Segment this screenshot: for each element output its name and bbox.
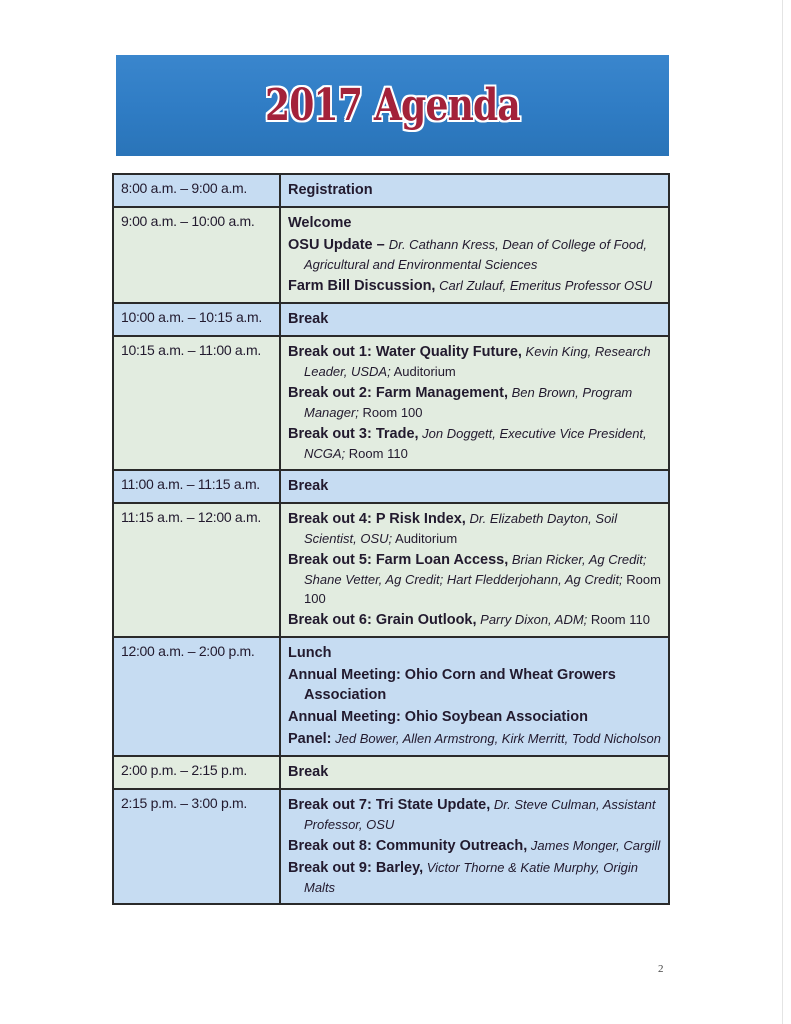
agenda-entry: [288, 309, 662, 329]
agenda-time: 10:00 a.m. – 10:15 a.m.: [113, 303, 280, 336]
agenda-items: [280, 756, 669, 789]
agenda-row: [113, 503, 669, 637]
agenda-row: [113, 303, 669, 336]
entry-detail: Carl Zulauf, Emeritus Professor OSU: [435, 278, 653, 293]
agenda-row: [113, 207, 669, 303]
entry-detail: James Monger, Cargill: [527, 838, 661, 853]
agenda-entry: [288, 180, 662, 200]
agenda-entry: [288, 235, 662, 274]
agenda-time: 2:00 p.m. – 2:15 p.m.: [113, 756, 280, 789]
entry-detail: Dr. Cathann Kress, Dean of College of Food, Agricultural and Environmental Sciences: [304, 237, 647, 272]
entry-label: Break out 2: Farm Management,: [288, 385, 508, 401]
entry-label: Break out 4: P Risk Index,: [288, 511, 466, 527]
agenda-items: [280, 637, 669, 756]
entry-label: Break out 9: Barley,: [288, 860, 424, 876]
agenda-items: [280, 303, 669, 336]
entry-label: OSU Update –: [288, 237, 389, 253]
entry-detail: Ben Brown, Program Manager;: [304, 385, 633, 420]
agenda-items: [280, 503, 669, 637]
agenda-time: 10:15 a.m. – 11:00 a.m.: [113, 336, 280, 470]
entry-location: Room 110: [345, 446, 408, 461]
page-number: 2: [658, 963, 664, 975]
entry-label: Break out 3: Trade,: [288, 426, 419, 442]
entry-label: Lunch: [288, 645, 332, 661]
entry-label: Break out 7: Tri State Update,: [288, 797, 491, 813]
agenda-entry: [288, 707, 662, 727]
entry-label: Break out 8: Community Outreach,: [288, 838, 528, 854]
page-edge-line: [782, 0, 783, 1024]
entry-location: Auditorium: [390, 364, 456, 379]
entry-detail: Dr. Elizabeth Dayton, Soil Scientist, OSU;: [304, 511, 618, 546]
agenda-body: [113, 174, 669, 904]
entry-label: Break: [288, 478, 329, 494]
entry-detail: Jon Doggett, Executive Vice President, NCGA;: [304, 426, 647, 461]
agenda-row: [113, 789, 669, 904]
agenda-entry: [288, 276, 662, 296]
entry-detail: Jed Bower, Allen Armstrong, Kirk Merritt, Todd Nicholson: [331, 731, 661, 746]
agenda-items: [280, 470, 669, 503]
agenda-entry: [288, 509, 662, 548]
agenda-entry: [288, 665, 662, 705]
agenda-entry: [288, 550, 662, 608]
agenda-time: 8:00 a.m. – 9:00 a.m.: [113, 174, 280, 207]
agenda-entry: [288, 762, 662, 782]
agenda-entry: [288, 213, 662, 233]
agenda-entry: [288, 476, 662, 496]
agenda-table: [112, 173, 670, 905]
agenda-entry: [288, 643, 662, 663]
agenda-entry: [288, 383, 662, 422]
entry-detail: Parry Dixon, ADM;: [476, 612, 588, 627]
agenda-time: 11:00 a.m. – 11:15 a.m.: [113, 470, 280, 503]
agenda-time: 12:00 a.m. – 2:00 p.m.: [113, 637, 280, 756]
agenda-row: [113, 470, 669, 503]
agenda-items: [280, 336, 669, 470]
entry-location: Auditorium: [392, 531, 458, 546]
agenda-entry: [288, 342, 662, 381]
entry-detail: Victor Thorne & Katie Murphy, Origin Malts: [304, 860, 638, 895]
entry-label: Farm Bill Discussion,: [288, 278, 436, 294]
agenda-time: 9:00 a.m. – 10:00 a.m.: [113, 207, 280, 303]
title-banner: [116, 55, 669, 156]
agenda-items: [280, 174, 669, 207]
entry-label: Break out 1: Water Quality Future,: [288, 344, 522, 360]
entry-label: Break: [288, 764, 329, 780]
entry-label: Annual Meeting: Ohio Soybean Association: [288, 709, 588, 725]
entry-label: Break out 6: Grain Outlook,: [288, 612, 477, 628]
agenda-entry: [288, 836, 662, 856]
entry-label: Break out 5: Farm Loan Access,: [288, 552, 509, 568]
agenda-entry: [288, 858, 662, 897]
agenda-time: 11:15 a.m. – 12:00 a.m.: [113, 503, 280, 637]
agenda-row: [113, 336, 669, 470]
entry-detail: Brian Ricker, Ag Credit; Shane Vetter, Ag Credit; Hart Fledderjohann, Ag Credit;: [304, 552, 647, 587]
agenda-entry: [288, 795, 662, 834]
page-title: 2017 Agenda: [265, 80, 520, 131]
entry-label: Panel:: [288, 731, 332, 747]
agenda-entry: [288, 424, 662, 463]
agenda-entry: [288, 729, 662, 749]
agenda-entry: [288, 610, 662, 630]
agenda-row: [113, 756, 669, 789]
agenda-items: [280, 207, 669, 303]
entry-location: Room 100: [358, 405, 423, 420]
entry-label: Break: [288, 311, 329, 327]
agenda-time: 2:15 p.m. – 3:00 p.m.: [113, 789, 280, 904]
entry-detail: Dr. Steve Culman, Assistant Professor, OSU: [304, 797, 656, 832]
agenda-row: [113, 174, 669, 207]
agenda-row: [113, 637, 669, 756]
entry-label: Registration: [288, 182, 373, 198]
entry-label: Welcome: [288, 215, 352, 231]
entry-location: Room 100: [304, 572, 661, 606]
entry-location: Room 110: [587, 612, 650, 627]
agenda-items: [280, 789, 669, 904]
entry-detail: Kevin King, Research Leader, USDA;: [304, 344, 651, 379]
entry-label: Annual Meeting: Ohio Corn and Wheat Growers Association: [288, 667, 616, 703]
